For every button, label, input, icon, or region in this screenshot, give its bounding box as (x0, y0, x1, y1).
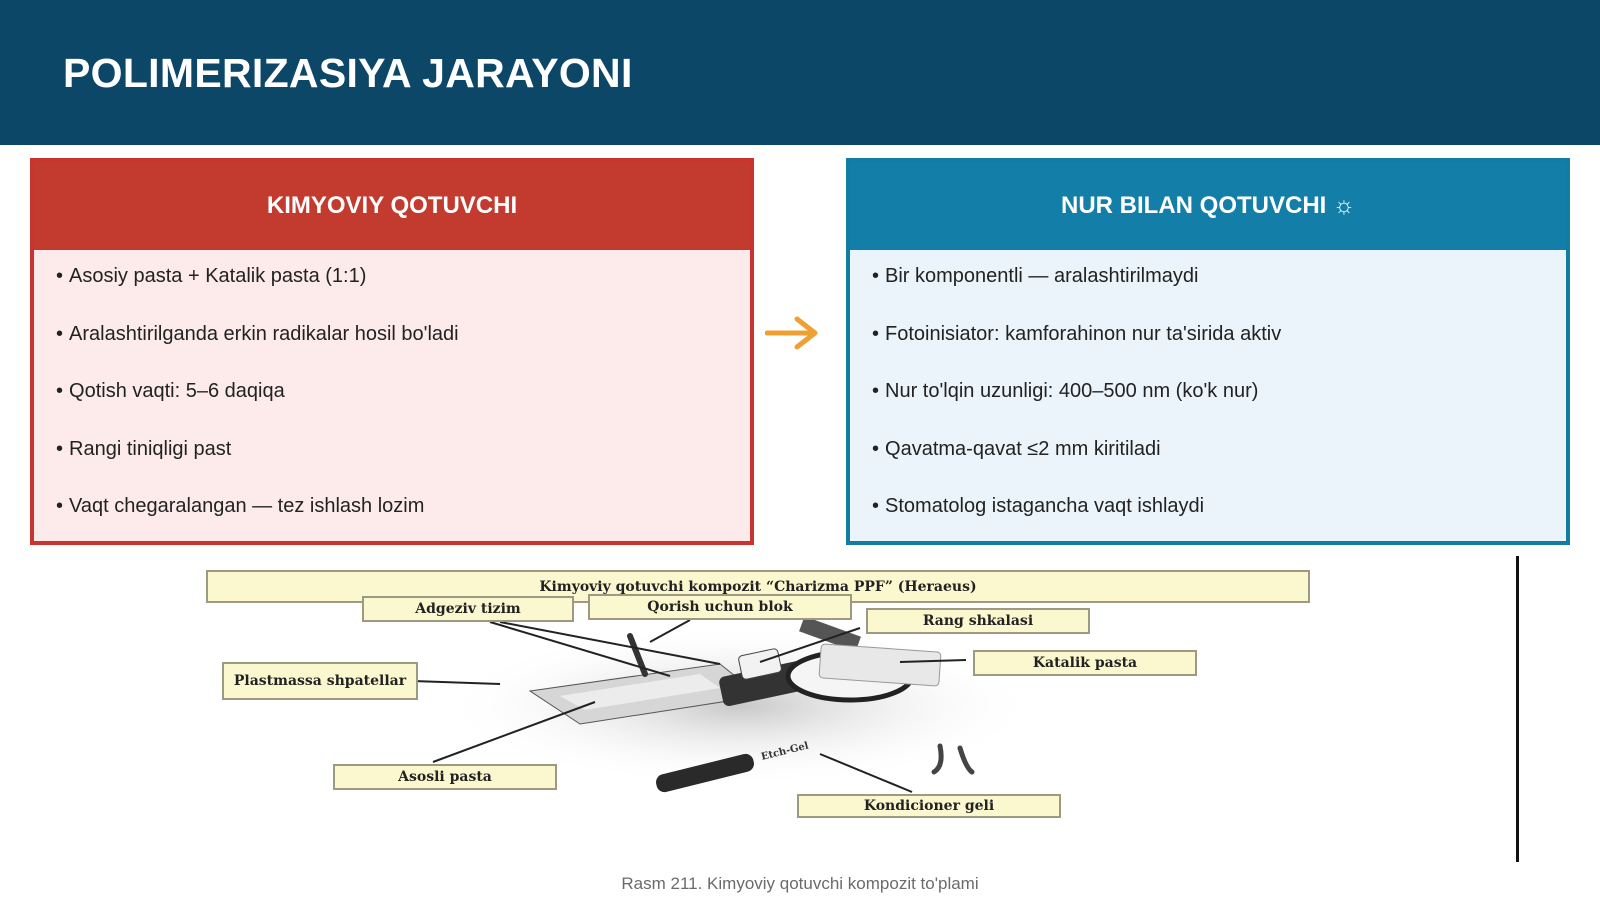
light-curing-list (850, 250, 1566, 550)
slide-title: POLIMERIZASIYA JARAYONI (63, 50, 633, 96)
light-curing-title: NUR BILAN QOTUVCHI ☼ (850, 162, 1566, 250)
label-plastmassa: Plastmassa shpatellar (222, 662, 418, 700)
list-item: • Fotoinisiator: kamforahinon nur ta'sirida aktiv (872, 322, 1282, 345)
figure-border-line (1516, 556, 1519, 862)
chemical-curing-title: KIMYOVIY QOTUVCHI (34, 162, 750, 250)
label-asosli: Asosli pasta (333, 764, 557, 790)
list-item: • Nur to'lqin uzunligi: 400–500 nm (ko'k nur) (872, 380, 1259, 402)
arrow-right-icon (765, 313, 821, 353)
slide-header (0, 0, 1600, 145)
light-curing-panel (846, 158, 1570, 545)
label-qorish: Qorish uchun blok (588, 594, 852, 620)
figure-caption: Rasm 211. Kimyoviy qotuvchi kompozit to'plami (621, 874, 979, 893)
list-item: • Rangi tiniqligi past (56, 437, 232, 460)
label-katalik: Katalik pasta (973, 650, 1197, 676)
list-item: • Vaqt chegaralangan — tez ishlash lozim (56, 495, 425, 517)
list-item: • Bir komponentli — aralashtirilmaydi (872, 265, 1199, 287)
composite-kit-figure (200, 556, 1520, 866)
list-item: • Qotish vaqti: 5–6 daqiqa (56, 380, 285, 402)
label-rang: Rang shkalasi (866, 608, 1090, 634)
list-item: • Qavatma-qavat ≤2 mm kiritiladi (872, 437, 1161, 460)
chemical-curing-panel (30, 158, 754, 545)
list-item: • Stomatolog istagancha vaqt ishlaydi (872, 495, 1205, 517)
figure-title: Kimyoviy qotuvchi kompozit “Charizma PPF” (Heraeus) (206, 570, 1310, 603)
list-item: • Aralashtirilganda erkin radikalar hosil bo'ladi (56, 322, 459, 345)
list-item: • Asosiy pasta + Katalik pasta (1:1) (56, 265, 367, 287)
chemical-curing-list (34, 250, 750, 550)
svg-text:Etch-Gel: Etch-Gel (760, 740, 810, 763)
label-kondicioner: Kondicioner geli (797, 794, 1061, 818)
label-adgeziv: Adgeziv tizim (362, 596, 574, 622)
